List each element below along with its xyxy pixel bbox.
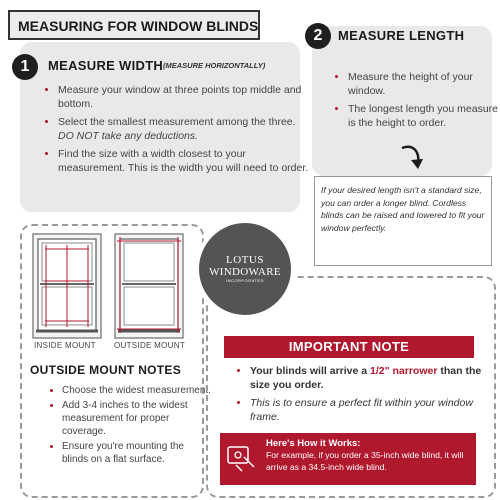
no-deductions-text: DO NOT take any deductions. <box>58 130 199 142</box>
page-title: MEASURING FOR WINDOW BLINDS <box>18 18 259 34</box>
lotus-windoware-logo <box>195 219 295 319</box>
inside-mount-diagram <box>32 233 102 339</box>
outside-mount-diagram <box>114 233 184 339</box>
inside-mount-label: INSIDE MOUNT <box>34 341 96 350</box>
step-number-2: 2 <box>305 23 331 49</box>
how-it-works-box <box>220 433 476 485</box>
logo-line3: INCORPORATED <box>226 278 264 283</box>
tag-icon <box>226 443 256 473</box>
list-item: • Ensure you're mounting the blinds on a flat surface. <box>62 440 212 466</box>
list-item: • Measure the height of your window. <box>348 70 498 98</box>
step-number-1: 1 <box>12 54 38 80</box>
curved-arrow-icon <box>398 142 428 172</box>
how-it-works-text: For example, if you order a 35-inch wide blind, it will arrive as a 34.5-inch wide blind. <box>266 450 464 472</box>
title-box <box>8 10 260 40</box>
narrower-highlight: 1/2" narrower <box>370 365 438 377</box>
important-note-banner <box>224 336 474 358</box>
outside-notes-bullets <box>44 384 212 468</box>
list-item: • Select the smallest measurement among the three. DO NOT take any deductions. <box>58 115 310 143</box>
length-bullets <box>330 70 498 134</box>
logo-line2: WINDOWARE <box>209 266 281 278</box>
list-item: • The longest length you measure is the height to order. <box>348 102 498 130</box>
measure-width-heading: MEASURE WIDTH <box>48 58 164 73</box>
important-note-title: IMPORTANT NOTE <box>288 339 410 354</box>
outside-mount-notes-heading: OUTSIDE MOUNT NOTES <box>30 363 182 377</box>
list-item: • Find the size with a width closest to your measurement. This is the width you will need to order. <box>58 147 310 175</box>
list-item: • This is to ensure a perfect fit within your window frame. <box>250 396 498 424</box>
important-bullets <box>232 364 498 428</box>
list-item: • Your blinds will arrive a 1/2" narrower than the size you order. <box>250 364 498 392</box>
measure-length-heading: MEASURE LENGTH <box>338 28 465 43</box>
outside-mount-label: OUTSIDE MOUNT <box>114 341 186 350</box>
length-note-box <box>314 176 492 266</box>
measure-width-subheading: (MEASURE HORIZONTALLY) <box>163 61 266 70</box>
list-item: • Add 3-4 inches to the widest measurement for proper coverage. <box>62 399 212 438</box>
logo-line1: LOTUS <box>226 254 264 266</box>
list-item: • Measure your window at three points top middle and bottom. <box>58 83 310 111</box>
width-bullets <box>40 83 310 179</box>
list-item: • Choose the widest measurement. <box>62 384 212 397</box>
how-it-works-title: Here's How it Works: <box>266 438 361 449</box>
length-note-text: If your desired length isn't a standard size, you can order a longer blind. Cordless blinds can be raised and lowered to fit your window perfectly. <box>321 185 485 233</box>
